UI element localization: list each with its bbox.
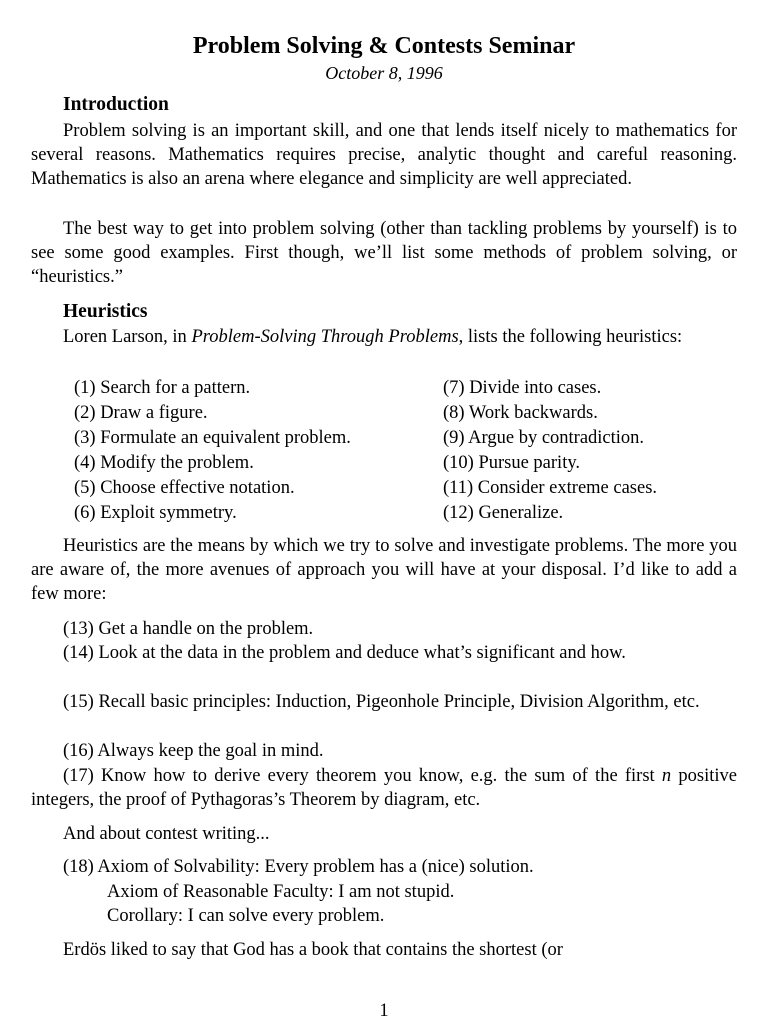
document-date: October 8, 1996 xyxy=(325,63,443,83)
list-item: (1) Search for a pattern. xyxy=(74,378,251,398)
list-item: (6) Exploit symmetry. xyxy=(74,503,237,523)
heuristics-after-list: Heuristics are the means by which we try to solve and investigate problems. The more you are aware of, the more avenues of approach you will have at your disposal. I’d like to add a few more: xyxy=(31,536,737,605)
heuristics-intro-before: Loren Larson, in xyxy=(63,327,192,347)
list-item: (5) Choose effective notation. xyxy=(74,478,295,498)
heuristic-item-16: (16) Always keep the goal in mind. xyxy=(63,741,324,761)
list-item: (4) Modify the problem. xyxy=(74,453,254,473)
item17-before: (17) Know how to derive every theorem you know, e.g. the sum of the first xyxy=(63,766,662,786)
list-item: (11) Consider extreme cases. xyxy=(443,478,658,498)
heuristics-list-left xyxy=(74,376,351,526)
list-item: (7) Divide into cases. xyxy=(443,378,602,398)
document-title: Problem Solving & Contests Seminar xyxy=(192,33,576,59)
intro-paragraph-1: Problem solving is an important skill, and one that lends itself nicely to mathematics for several reasons. Mathematics requires precise, analytic thought and careful reasoning. Mathematics is also an arena where elegance and simplicity are well appreciated. xyxy=(31,121,737,190)
intro-heading: Introduction xyxy=(63,94,169,115)
heuristic-item-13: (13) Get a handle on the problem. xyxy=(63,619,314,639)
heuristics-list-right xyxy=(443,376,657,526)
list-item: (2) Draw a figure. xyxy=(74,403,208,423)
heuristic-item-17 xyxy=(31,764,737,813)
list-item: (12) Generalize. xyxy=(443,503,564,523)
list-item: (9) Argue by contradiction. xyxy=(443,428,645,448)
list-item: (10) Pursue parity. xyxy=(443,453,581,473)
book-title: Problem-Solving Through Problems xyxy=(191,327,459,347)
heuristic-item-14: (14) Look at the data in the problem and deduce what’s significant and how. xyxy=(63,643,626,663)
contest-intro: And about contest writing... xyxy=(63,824,270,844)
item17-after: positive integers, the proof of Pythagoras’s Theorem by diagram, etc. xyxy=(31,766,737,811)
list-item: (8) Work backwards. xyxy=(443,403,598,423)
closing-paragraph: Erdös liked to say that God has a book that contains the shortest (or xyxy=(63,940,563,960)
corollary: Corollary: I can solve every problem. xyxy=(107,906,385,926)
item17-variable: n xyxy=(661,766,672,786)
heuristic-item-15: (15) Recall basic principles: Induction, Pigeonhole Principle, Division Algorithm, etc. xyxy=(63,692,700,712)
intro-paragraph-2: The best way to get into problem solving (other than tackling problems by yourself) is to see some good examples. First though, we’ll list some methods of problem solving, or “heuristics.” xyxy=(31,219,737,288)
heuristics-intro xyxy=(31,325,737,349)
contest-item-18: (18) Axiom of Solvability: Every problem has a (nice) solution. xyxy=(63,857,534,877)
heuristics-heading: Heuristics xyxy=(63,301,148,322)
list-item: (3) Formulate an equivalent problem. xyxy=(74,428,351,448)
page-number: 1 xyxy=(379,1001,389,1021)
axiom-reasonable-faculty: Axiom of Reasonable Faculty: I am not stupid. xyxy=(107,882,455,902)
heuristics-intro-after: , lists the following heuristics: xyxy=(458,327,683,347)
